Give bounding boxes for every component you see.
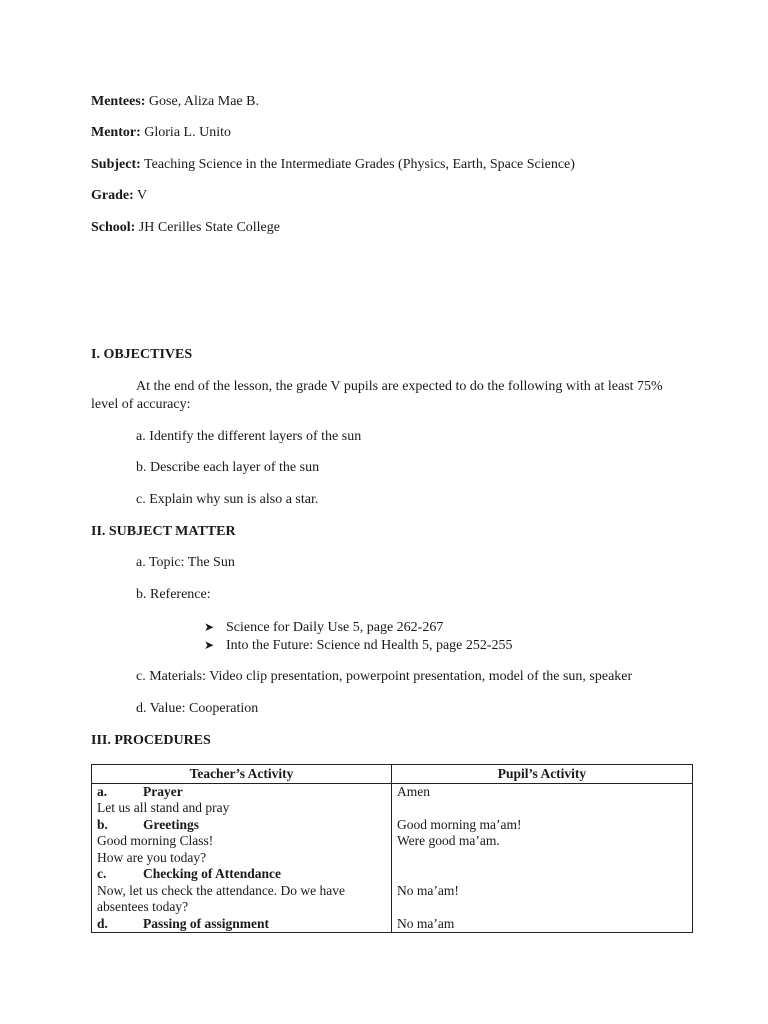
- objective-item-c: c. Explain why sun is also a star.: [136, 492, 319, 507]
- grade-value: V: [137, 188, 148, 203]
- teacher-activity-header: Teacher’s Activity: [92, 765, 392, 784]
- teacher-cell: [92, 783, 392, 933]
- reference-item-text: Into the Future: Science nd Health 5, page 252-255: [226, 638, 513, 653]
- mentees-value: Gose, Aliza Mae B.: [148, 94, 259, 109]
- teacher-line: How are you today?: [97, 849, 207, 865]
- pupil-activity-header: Pupil’s Activity: [392, 765, 693, 784]
- reference-item: [204, 636, 513, 655]
- pupil-cell: [392, 783, 693, 933]
- teacher-line: Good morning Class!: [97, 833, 214, 848]
- step-title: Greetings: [143, 816, 199, 832]
- step-title: Checking of Attendance: [143, 866, 281, 881]
- arrow-bullet-icon: ➤: [204, 620, 215, 634]
- table-row: [92, 783, 693, 933]
- pupil-line: Good morning ma’am!: [397, 816, 522, 832]
- step-heading: [97, 866, 386, 883]
- grade-line: [91, 187, 147, 205]
- procedures-table: [91, 764, 693, 933]
- mentor-line: [91, 124, 231, 142]
- objectives-heading: I. OBJECTIVES: [91, 347, 193, 362]
- subject-line: [91, 156, 575, 174]
- procedures-heading: III. PROCEDURES: [91, 733, 211, 748]
- teacher-line: Let us all stand and pray: [97, 800, 230, 815]
- topic-line: a. Topic: The Sun: [136, 555, 235, 570]
- mentor-value: Gloria L. Unito: [144, 125, 231, 140]
- grade-label: Grade:: [91, 188, 134, 203]
- mentees-label: Mentees:: [91, 94, 146, 109]
- step-letter: a.: [97, 783, 108, 799]
- step-letter: c.: [97, 866, 107, 881]
- step-title: Passing of assignment: [143, 915, 270, 931]
- objectives-intro-line2: level of accuracy:: [91, 397, 191, 412]
- school-line: [91, 219, 280, 237]
- table-header-row: [92, 765, 693, 784]
- teacher-line: Now, let us check the attendance. Do we have: [97, 882, 346, 898]
- pupil-line: No ma’am!: [397, 882, 459, 898]
- reference-item-text: Science for Daily Use 5, page 262-267: [226, 620, 444, 635]
- reference-line: b. Reference:: [136, 587, 211, 602]
- arrow-bullet-icon: ➤: [204, 638, 215, 652]
- objective-item-b: b. Describe each layer of the sun: [136, 460, 320, 475]
- mentees-line: [91, 93, 259, 111]
- step-title: Prayer: [143, 783, 183, 799]
- subject-value: Teaching Science in the Intermediate Grades (Physics, Earth, Space Science): [144, 157, 575, 172]
- reference-item: [204, 618, 443, 637]
- step-letter: d.: [97, 915, 108, 931]
- pupil-line: Were good ma’am.: [397, 833, 500, 848]
- step-heading: [97, 817, 386, 834]
- subject-matter-heading: II. SUBJECT MATTER: [91, 524, 236, 539]
- teacher-line: absentees today?: [97, 899, 189, 914]
- materials-line: c. Materials: Video clip presentation, powerpoint presentation, model of the sun, speaker: [136, 669, 633, 684]
- subject-label: Subject:: [91, 157, 141, 172]
- school-label: School:: [91, 220, 136, 235]
- pupil-line: No ma’am: [397, 915, 455, 931]
- objectives-intro-line1: At the end of the lesson, the grade V pupils are expected to do the following with at least 75%: [136, 379, 663, 394]
- value-line: d. Value: Cooperation: [136, 701, 259, 716]
- school-value: JH Cerilles State College: [138, 220, 280, 235]
- mentor-label: Mentor:: [91, 125, 141, 140]
- step-heading: [97, 784, 386, 801]
- objective-item-a: a. Identify the different layers of the sun: [136, 429, 362, 444]
- step-heading: [97, 916, 386, 933]
- step-letter: b.: [97, 816, 108, 832]
- pupil-line: Amen: [397, 783, 430, 799]
